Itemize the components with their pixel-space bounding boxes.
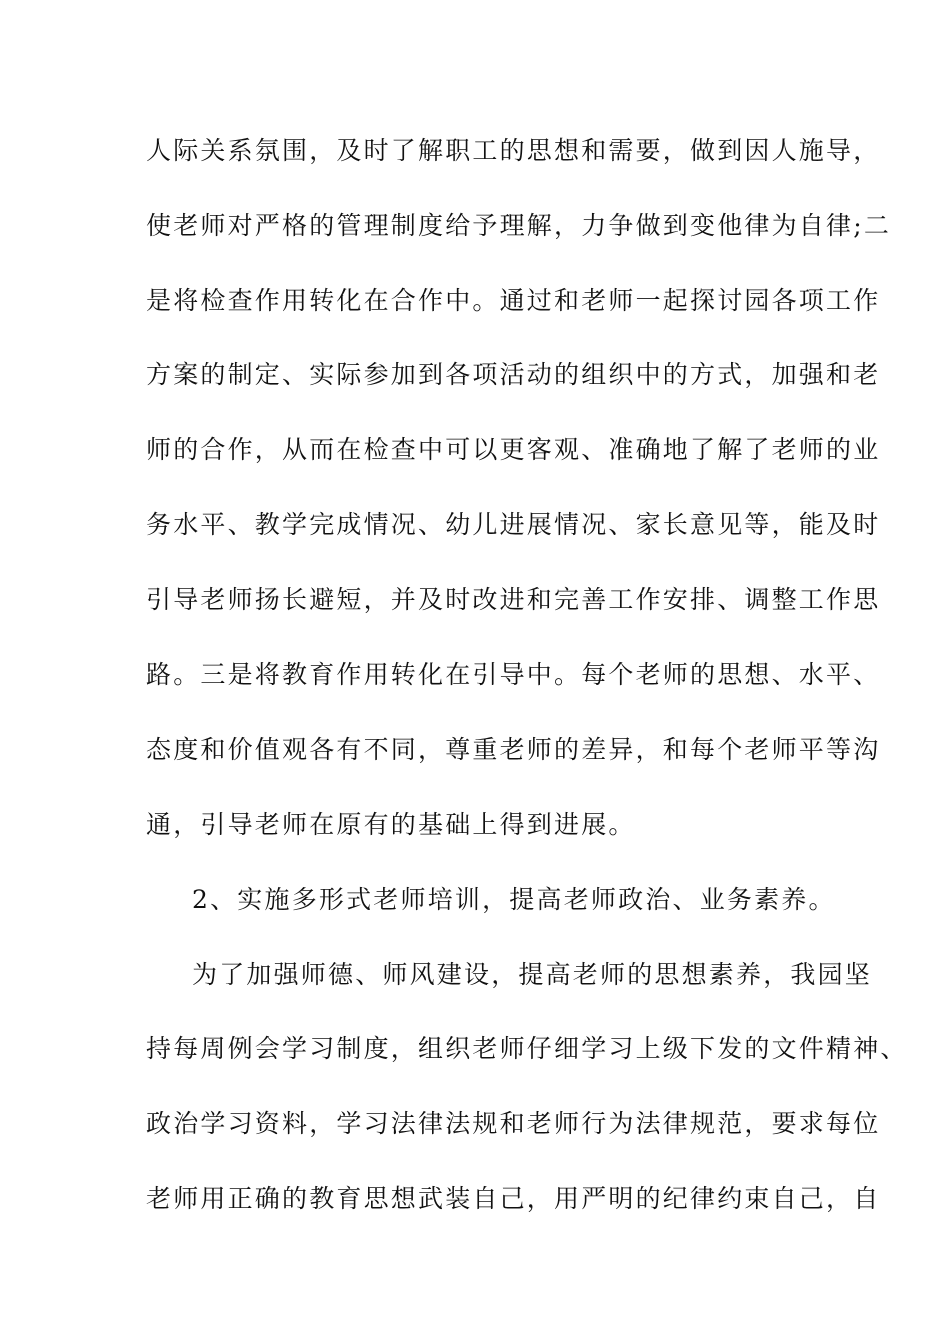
paragraph-line: 务水平、教学完成情况、幼儿进展情况、家长意见等，能及时 — [146, 510, 881, 539]
paragraph-line: 持每周例会学习制度，组织老师仔细学习上级下发的文件精神、 — [146, 1034, 908, 1063]
section-heading: 2、实施多形式老师培训，提高老师政治、业务素养。 — [192, 885, 836, 914]
paragraph-line: 人际关系氛围，及时了解职工的思想和需要，做到因人施导， — [146, 136, 881, 165]
paragraph-line: 为了加强师德、师风建设，提高老师的思想素养，我园坚 — [192, 960, 873, 989]
paragraph-line: 路。三是将教育作用转化在引导中。每个老师的思想、水平、 — [146, 660, 881, 689]
paragraph-line: 政治学习资料，学习法律法规和老师行为法律规范，要求每位 — [146, 1109, 881, 1138]
paragraph-line: 老师用正确的教育思想武装自己，用严明的纪律约束自己，自 — [146, 1184, 881, 1213]
paragraph-line: 通，引导老师在原有的基础上得到进展。 — [146, 810, 636, 839]
paragraph-line: 是将检查作用转化在合作中。通过和老师一起探讨园各项工作 — [146, 286, 881, 315]
paragraph-line: 态度和价值观各有不同，尊重老师的差异，和每个老师平等沟 — [146, 735, 881, 764]
paragraph-line: 引导老师扬长避短，并及时改进和完善工作安排、调整工作思 — [146, 585, 881, 614]
paragraph-line: 方案的制定、实际参加到各项活动的组织中的方式，加强和老 — [146, 360, 881, 389]
paragraph-line: 使老师对严格的管理制度给予理解，力争做到变他律为自律;二 — [146, 211, 892, 240]
paragraph-line: 师的合作，从而在检查中可以更客观、准确地了解了老师的业 — [146, 435, 881, 464]
